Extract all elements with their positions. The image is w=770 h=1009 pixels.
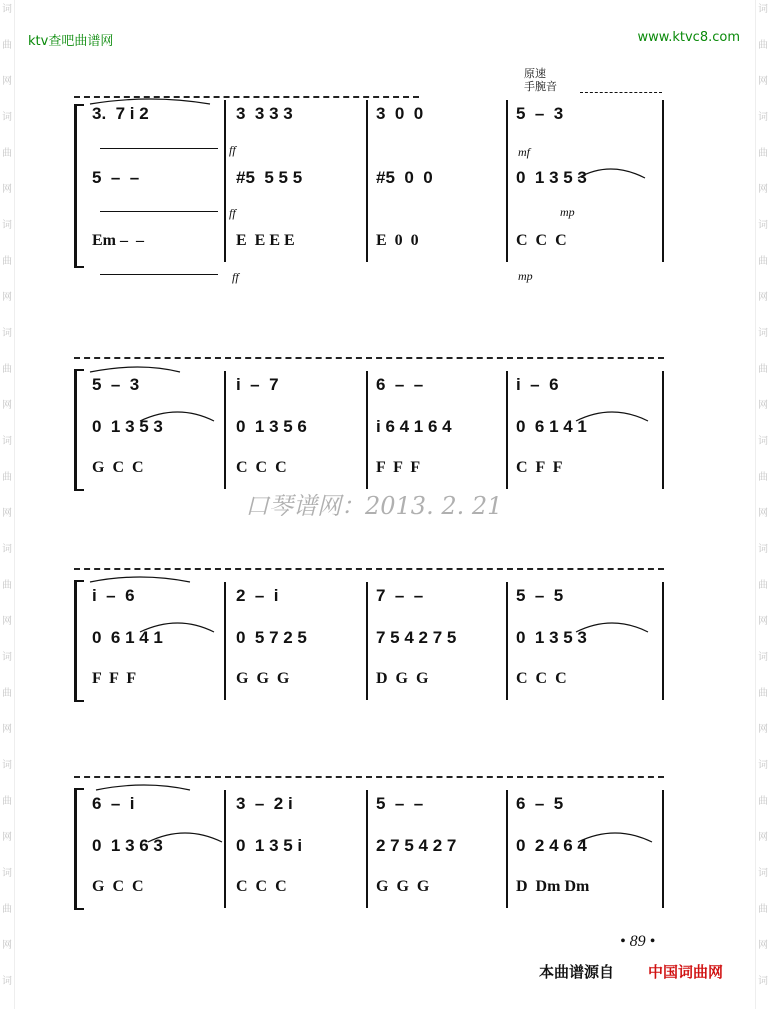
watermark-glyph: 词	[2, 760, 12, 771]
watermark-glyph: 曲	[2, 40, 12, 51]
measure-3-voice-2: 2 7 5 4 2 7	[376, 836, 457, 855]
measure-4-voice-1: 5 – 3	[516, 104, 564, 123]
measure-4-voice-3: C F F	[516, 459, 563, 476]
watermark-glyph: 网	[758, 184, 768, 195]
watermark-glyph: 曲	[2, 688, 12, 699]
watermark-glyph: 曲	[758, 364, 768, 375]
measure-2-voice-2: 0 5 7 2 5	[236, 628, 307, 647]
measure-4-voice-2: 0 1 3 5 3	[516, 168, 587, 187]
measure-1-voice-1: 6 – i	[92, 794, 135, 813]
measure-2-voice-1: 2 – i	[236, 586, 279, 605]
watermark-glyph: 词	[2, 4, 12, 15]
ktvc8-site-link[interactable]: www.ktvc8.com	[637, 30, 740, 45]
measure-3-voice-1: 3 0 0	[376, 104, 424, 123]
watermark-glyph: 网	[2, 724, 12, 735]
dynamic-ff-1: ff	[229, 143, 236, 157]
measure-1-voice-2: 0 6 1 4 1	[92, 628, 163, 647]
measure-4-voice-1: 5 – 5	[516, 586, 564, 605]
measure-3-voice-3: D G G	[376, 670, 429, 687]
watermark-glyph: 词	[2, 436, 12, 447]
watermark-glyph: 曲	[758, 796, 768, 807]
watermark-glyph: 曲	[758, 148, 768, 159]
measure-3-voice-1: 6 – –	[376, 375, 424, 394]
watermark-glyph: 词	[758, 220, 768, 231]
dynamic-mf: mf	[518, 145, 530, 159]
measure-2-voice-3: C C C	[236, 459, 287, 476]
watermark-glyph: 曲	[2, 472, 12, 483]
watermark-glyph: 网	[758, 76, 768, 87]
site-date-stamp: 口琴谱网：2013. 2. 21	[245, 492, 503, 520]
measure-3-voice-2: #5 0 0	[376, 168, 433, 187]
watermark-glyph: 词	[758, 760, 768, 771]
tempo-line-2: 手腕音	[524, 80, 557, 93]
watermark-glyph: 曲	[758, 472, 768, 483]
measure-3-voice-3: F F F	[376, 459, 421, 476]
watermark-glyph: 网	[2, 400, 12, 411]
dynamic-ff-2: ff	[229, 206, 236, 220]
watermark-glyph: 词	[2, 112, 12, 123]
watermark-glyph: 词	[758, 112, 768, 123]
watermark-glyph: 网	[758, 616, 768, 627]
tempo-line-1: 原速	[524, 67, 546, 80]
ktv-site-link[interactable]: ktv查吧曲谱网	[28, 34, 114, 49]
measure-1-voice-2: 5 – –	[92, 168, 140, 187]
measure-1-voice-3: Em – –	[92, 232, 144, 249]
watermark-glyph: 词	[2, 868, 12, 879]
measure-2-voice-2: #5 5 5 5	[236, 168, 303, 187]
watermark-glyph: 曲	[2, 364, 12, 375]
watermark-glyph: 词	[758, 328, 768, 339]
measure-2-voice-1: 3 3 3 3	[236, 104, 293, 123]
watermark-glyph: 曲	[2, 256, 12, 267]
measure-2-voice-2: 0 1 3 5 i	[236, 836, 303, 855]
watermark-glyph: 曲	[2, 904, 12, 915]
measure-3-voice-1: 7 – –	[376, 586, 424, 605]
watermark-glyph: 网	[758, 724, 768, 735]
measure-4-voice-2: 0 1 3 5 3	[516, 628, 587, 647]
watermark-glyph: 网	[758, 400, 768, 411]
dynamic-ff-3: ff	[232, 270, 239, 284]
watermark-glyph: 曲	[2, 796, 12, 807]
watermark-glyph: 网	[2, 76, 12, 87]
measure-4-voice-1: 6 – 5	[516, 794, 564, 813]
watermark-glyph: 词	[2, 544, 12, 555]
watermark-glyph: 网	[2, 616, 12, 627]
measure-1-voice-2: 0 1 3 5 3	[92, 417, 163, 436]
watermark-glyph: 曲	[758, 256, 768, 267]
page-number: • 89 •	[620, 933, 656, 950]
watermark-glyph: 网	[2, 508, 12, 519]
measure-2-voice-3: E E E E	[236, 232, 295, 249]
measure-4-voice-1: i – 6	[516, 375, 559, 394]
watermark-glyph: 词	[758, 652, 768, 663]
watermark-glyph: 网	[758, 940, 768, 951]
watermark-glyph: 网	[758, 832, 768, 843]
watermark-glyph: 曲	[758, 688, 768, 699]
measure-2-voice-3: C C C	[236, 878, 287, 895]
watermark-glyph: 曲	[758, 580, 768, 591]
measure-2-voice-3: G G G	[236, 670, 290, 687]
source-label: 本曲谱源自	[539, 963, 615, 981]
measure-3-voice-3: G G G	[376, 878, 430, 895]
measure-1-voice-1: i – 6	[92, 586, 135, 605]
source-site-link[interactable]: 中国词曲网	[648, 963, 724, 981]
watermark-glyph: 词	[2, 652, 12, 663]
measure-1-voice-1: 5 – 3	[92, 375, 140, 394]
measure-4-voice-3: C C C	[516, 232, 567, 249]
measure-4-voice-3: C C C	[516, 670, 567, 687]
watermark-glyph: 曲	[758, 40, 768, 51]
watermark-glyph: 曲	[2, 148, 12, 159]
measure-1-voice-2: 0 1 3 6 3	[92, 836, 163, 855]
measure-2-voice-1: i – 7	[236, 375, 279, 394]
measure-1-voice-3: G C C	[92, 459, 144, 476]
watermark-glyph: 词	[2, 976, 12, 987]
measure-4-voice-2: 0 6 1 4 1	[516, 417, 587, 436]
measure-4-voice-2: 0 2 4 6 4	[516, 836, 587, 855]
measure-2-voice-2: 0 1 3 5 6	[236, 417, 307, 436]
watermark-glyph: 曲	[758, 904, 768, 915]
measure-2-voice-1: 3 – 2 i	[236, 794, 293, 813]
watermark-glyph: 网	[2, 292, 12, 303]
measure-4-voice-3: D Dm Dm	[516, 878, 590, 895]
watermark-glyph: 词	[2, 220, 12, 231]
measure-1-voice-3: F F F	[92, 670, 137, 687]
watermark-glyph: 词	[758, 544, 768, 555]
watermark-glyph: 网	[2, 184, 12, 195]
watermark-glyph: 网	[758, 292, 768, 303]
watermark-glyph: 词	[758, 436, 768, 447]
measure-3-voice-2: i 6 4 1 6 4	[376, 417, 452, 436]
watermark-glyph: 网	[2, 940, 12, 951]
dynamic-mp-1: mp	[560, 205, 575, 219]
measure-3-voice-3: E 0 0	[376, 232, 419, 249]
watermark-glyph: 词	[758, 868, 768, 879]
watermark-glyph: 网	[758, 508, 768, 519]
watermark-glyph: 曲	[2, 580, 12, 591]
watermark-glyph: 网	[2, 832, 12, 843]
measure-3-voice-1: 5 – –	[376, 794, 424, 813]
measure-1-voice-1: 3. 7 i 2	[92, 104, 149, 123]
watermark-glyph: 词	[758, 4, 768, 15]
watermark-glyph: 词	[758, 976, 768, 987]
measure-3-voice-2: 7 5 4 2 7 5	[376, 628, 457, 647]
watermark-glyph: 词	[2, 328, 12, 339]
measure-1-voice-3: G C C	[92, 878, 144, 895]
dynamic-mp-2: mp	[518, 269, 533, 283]
